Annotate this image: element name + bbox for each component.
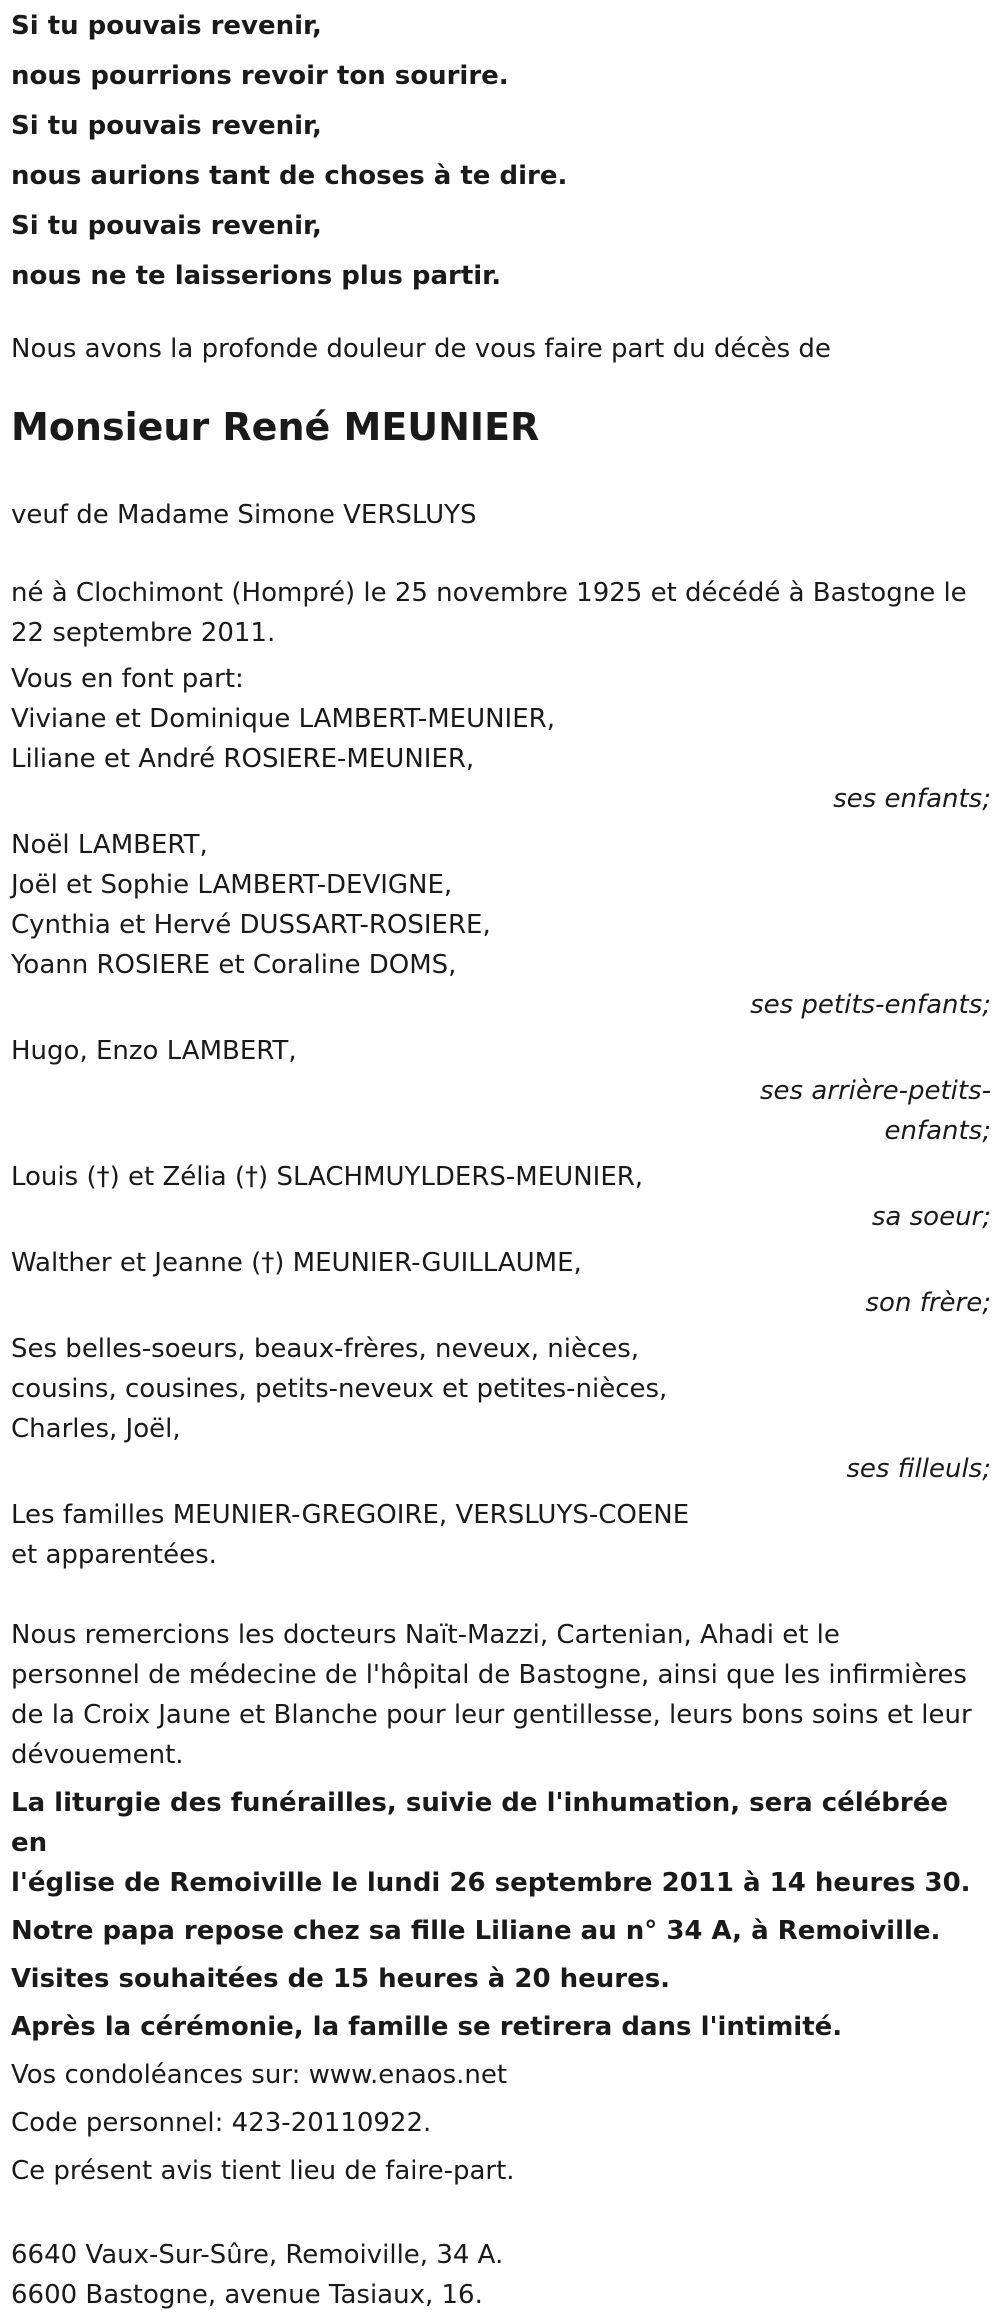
- poem-line: Si tu pouvais revenir,: [11, 111, 322, 141]
- condolences-text: Vos condoléances sur: www.enaos.net: [11, 2060, 508, 2090]
- family-line: Cynthia et Hervé DUSSART-ROSIERE,: [11, 910, 491, 940]
- announce-label: Vous en font part:: [11, 664, 244, 694]
- relation-label: ses enfants;: [833, 784, 991, 814]
- family-line: Noël LAMBERT,: [11, 830, 208, 860]
- poem-line: Si tu pouvais revenir,: [11, 211, 322, 241]
- family-line: et apparentées.: [11, 1540, 217, 1570]
- relation-label: ses filleuls;: [846, 1454, 991, 1484]
- liturgy-line-1: La liturgie des funérailles, suivie de l'inhumation, sera célébrée en: [11, 1788, 948, 1858]
- thanks-line: de la Croix Jaune et Blanche pour leur gentillesse, leurs bons soins et leur: [11, 1700, 972, 1730]
- group-great-grandchildren: [11, 1031, 991, 1151]
- relation-label: sa soeur;: [871, 1202, 991, 1232]
- family-line: cousins, cousines, petits-neveux et petites-nièces,: [11, 1374, 668, 1404]
- birth-death-text: né à Clochimont (Hompré) le 25 novembre 1925 et décédé à Bastogne le 22 septembre 2011.: [11, 578, 967, 648]
- family-line: Louis (†) et Zélia (†) SLACHMUYLDERS-MEUNIER,: [11, 1162, 644, 1192]
- family-line: Walther et Jeanne (†) MEUNIER-GUILLAUME,: [11, 1248, 582, 1278]
- family-line: Ses belles-soeurs, beaux-frères, neveux, nièces,: [11, 1334, 640, 1364]
- relation-label: enfants;: [884, 1116, 991, 1146]
- relation-label: ses petits-enfants;: [750, 990, 991, 1020]
- after-ceremony-text: Après la cérémonie, la famille se retirera dans l'intimité.: [11, 2012, 843, 2042]
- personal-code-text: Code personnel: 423-20110922.: [11, 2108, 432, 2138]
- address-line: 6640 Vaux-Sur-Sûre, Remoiville, 34 A.: [11, 2240, 504, 2270]
- group-families: [11, 1495, 991, 1575]
- family-line: Yoann ROSIERE et Coraline DOMS,: [11, 950, 457, 980]
- notice-text: Ce présent avis tient lieu de faire-part.: [11, 2156, 515, 2186]
- liturgy-line-2: l'église de Remoiville le lundi 26 septembre 2011 à 14 heures 30.: [11, 1868, 971, 1898]
- rests-text: Notre papa repose chez sa fille Liliane au n° 34 A, à Remoiville.: [11, 1916, 941, 1946]
- poem-line: Si tu pouvais revenir,: [11, 11, 322, 41]
- visits-text: Visites souhaitées de 15 heures à 20 heures.: [11, 1964, 671, 1994]
- spouse-text: veuf de Madame Simone VERSLUYS: [11, 500, 477, 530]
- thanks-line: Nous remercions les docteurs Naït-Mazzi, Cartenian, Ahadi et le: [11, 1620, 840, 1650]
- family-line: Viviane et Dominique LAMBERT-MEUNIER,: [11, 704, 555, 734]
- obituary-notice: [11, 0, 991, 2315]
- poem-line: nous ne te laisserions plus partir.: [11, 261, 502, 291]
- funeral-info: [11, 1783, 991, 2051]
- intro-text: Nous avons la profonde douleur de vous faire part du décès de: [11, 334, 831, 364]
- address-line: 6600 Bastogne, avenue Tasiaux, 16.: [11, 2280, 483, 2310]
- poem-line: nous pourrions revoir ton sourire.: [11, 61, 509, 91]
- family-line: Charles, Joël,: [11, 1414, 181, 1444]
- group-sister: [11, 1157, 991, 1237]
- group-brother: [11, 1243, 991, 1323]
- thanks-paragraph: [11, 1615, 991, 1775]
- family-line: Hugo, Enzo LAMBERT,: [11, 1036, 297, 1066]
- deceased-name: Monsieur René MEUNIER: [11, 405, 540, 449]
- family-line: Les familles MEUNIER-GREGOIRE, VERSLUYS-COENE: [11, 1500, 690, 1530]
- poem-line: nous aurions tant de choses à te dire.: [11, 161, 568, 191]
- footer-info: [11, 2051, 991, 2195]
- poem: [11, 0, 991, 301]
- family-line: Joël et Sophie LAMBERT-DEVIGNE,: [11, 870, 453, 900]
- thanks-line: personnel de médecine de l'hôpital de Bastogne, ainsi que les infirmières: [11, 1660, 967, 1690]
- family-line: Liliane et André ROSIERE-MEUNIER,: [11, 744, 475, 774]
- addresses: [11, 2235, 991, 2315]
- group-children: [11, 699, 991, 819]
- group-grandchildren: [11, 825, 991, 1025]
- relation-label: ses arrière-petits-: [760, 1076, 991, 1106]
- group-godchildren: [11, 1329, 991, 1489]
- liturgy-text: [11, 1783, 991, 1903]
- thanks-line: dévouement.: [11, 1740, 184, 1770]
- relation-label: son frère;: [865, 1288, 991, 1318]
